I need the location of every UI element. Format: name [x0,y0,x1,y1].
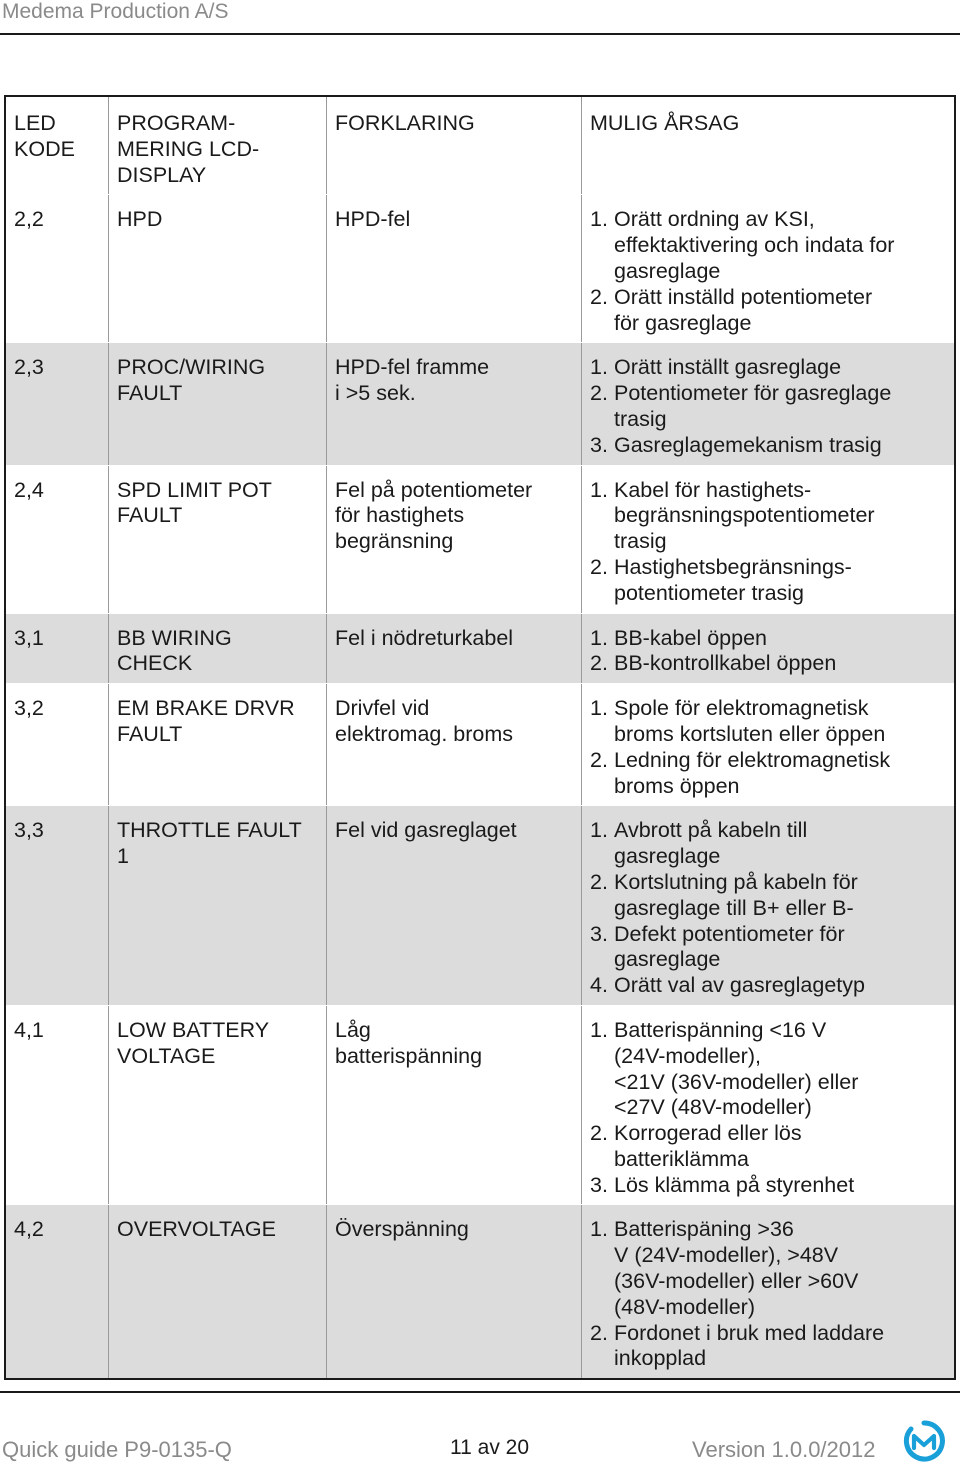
cause-number: 2. [590,284,608,309]
cause-cell [581,614,954,684]
cause-list [590,1018,946,1199]
cause-item [590,818,946,870]
cause-item [590,626,946,652]
cause-item [590,381,946,433]
header-rule [0,33,960,35]
led-code-cell: 4,1 [14,1017,44,1042]
display-cell: EM BRAKE DRVR FAULT [108,684,326,805]
table-row [6,1205,954,1378]
cause-number: 1. [590,1217,608,1242]
guide-id: Quick guide P9-0135-Q [2,1437,232,1462]
table-row [6,343,954,465]
cause-text: Potentiometer för gasreglage trasig [614,381,892,431]
version-label: Version 1.0.0/2012 [692,1437,876,1462]
cause-list [590,207,946,336]
table-row [6,806,954,1006]
led-code-cell: 3,3 [14,818,44,843]
cause-list [590,818,946,999]
cause-text: Batterispäning >36 V (24V-modeller), >48V (36V-modeller) eller >60V (48V-modeller) [614,1217,859,1319]
cause-number: 1. [590,207,608,232]
explanation-cell: Drivfel vid elektromag. broms [326,684,581,805]
table-row [6,614,954,685]
cause-text: Spole för elektromagnetisk broms kortsluten eller öppen [614,696,886,746]
cause-text: Kortslutning på kabeln för gasreglage till B+ eller B- [614,869,858,920]
cause-item [590,922,946,974]
cause-text: Orätt inställd potentiometer för gasreglage [614,284,873,335]
medema-logo-icon [903,1420,945,1462]
cause-list [590,478,946,607]
cause-list [590,1217,946,1372]
led-code-cell: 4,2 [14,1217,44,1242]
cause-number: 1. [590,818,608,843]
display-cell: SPD LIMIT POT FAULT [108,466,326,613]
cause-item [590,1121,946,1173]
col-header-explanation: FORKLARING [326,97,581,194]
cause-cell [581,343,954,464]
cause-text: Kabel för hastighets- begränsningspotentiometer trasig [614,477,875,554]
cause-number: 1. [590,625,608,650]
cause-text: Korrogerad eller lös batteriklämma [614,1121,802,1171]
explanation-cell: Fel på potentiometer för hastighets begränsning [326,466,581,613]
cause-item [590,433,946,459]
explanation-cell: Fel i nödreturkabel [326,614,581,684]
cause-number: 2. [590,381,608,406]
cause-number: 2. [590,869,608,894]
led-code-cell: 2,3 [14,355,44,380]
display-cell: BB WIRING CHECK [108,614,326,684]
cause-number: 2. [590,554,608,579]
cause-text: Lös klämma på styrenhet [614,1172,855,1197]
cause-item [590,696,946,748]
cause-number: 1. [590,477,608,502]
display-cell: THROTTLE FAULT 1 [108,806,326,1005]
cause-cell [581,684,954,805]
col-header-led-code: LED KODE [14,111,75,161]
cause-text: Avbrott på kabeln till gasreglage [614,818,808,869]
cause-item [590,870,946,922]
page-number: 11 av 20 [450,1436,530,1459]
cause-number: 1. [590,1017,608,1042]
cause-item [590,1173,946,1199]
display-cell: OVERVOLTAGE [108,1205,326,1378]
explanation-cell: Överspänning [326,1205,581,1378]
cause-item [590,1018,946,1121]
cause-list [590,355,946,458]
led-code-cell: 2,4 [14,477,44,502]
cause-number: 1. [590,696,608,721]
cause-text: BB-kabel öppen [614,625,767,650]
fault-code-table [4,95,956,1380]
cause-cell [581,1205,954,1378]
cause-number: 2. [590,1320,608,1345]
cause-cell [581,806,954,1005]
cause-number: 2. [590,747,608,772]
cause-cell [581,195,954,342]
cause-number: 4. [590,973,608,998]
cause-text: Orätt val av gasreglagetyp [614,973,865,998]
footer-rule [0,1391,960,1393]
cause-number: 3. [590,1172,608,1197]
cause-item [590,1217,946,1320]
cause-text: Ledning för elektromagnetisk broms öppen [614,747,891,798]
display-cell: PROC/WIRING FAULT [108,343,326,464]
cause-item [590,748,946,800]
cause-text: BB-kontrollkabel öppen [614,651,837,676]
cause-cell [581,1006,954,1205]
table-row [6,1006,954,1206]
cause-item [590,478,946,555]
led-code-cell: 2,2 [14,207,44,232]
led-code-cell: 3,1 [14,625,44,650]
table-row [6,684,954,806]
cause-item [590,651,946,677]
col-header-display: PROGRAM- MERING LCD- DISPLAY [108,97,326,194]
cause-item [590,285,946,337]
table-header-row [6,97,954,195]
cause-item [590,555,946,607]
cause-text: Orätt inställt gasreglage [614,355,842,380]
explanation-cell: HPD-fel framme i >5 sek. [326,343,581,464]
cause-item [590,355,946,381]
col-header-cause: MULIG ÅRSAG [581,97,954,194]
cause-text: Defekt potentiometer för gasreglage [614,921,845,972]
explanation-cell: HPD-fel [326,195,581,342]
cause-text: Hastighetsbegränsnings- potentiometer trasig [614,554,852,605]
cause-list [590,696,946,799]
display-cell: HPD [108,195,326,342]
cause-cell [581,466,954,613]
cause-item [590,207,946,284]
explanation-cell: Fel vid gasreglaget [326,806,581,1005]
cause-number: 3. [590,921,608,946]
cause-number: 2. [590,651,608,676]
cause-text: Fordonet i bruk med laddare inkopplad [614,1320,885,1371]
cause-text: Orätt ordning av KSI, effektaktivering och indata for gasreglage [614,207,895,283]
display-cell: LOW BATTERY VOLTAGE [108,1006,326,1205]
company-name: Medema Production A/S [2,0,229,23]
cause-item [590,1321,946,1373]
cause-number: 2. [590,1121,608,1146]
table-row [6,195,954,343]
led-code-cell: 3,2 [14,696,44,721]
cause-number: 1. [590,355,608,380]
cause-list [590,626,946,678]
table-row [6,466,954,614]
cause-text: Gasreglagemekanism trasig [614,432,882,457]
cause-item [590,973,946,999]
cause-text: Batterispänning <16 V (24V-modeller), <21V (36V-modeller) eller <27V (48V-modeller) [614,1017,859,1120]
explanation-cell: Låg batterispänning [326,1006,581,1205]
cause-number: 3. [590,432,608,457]
